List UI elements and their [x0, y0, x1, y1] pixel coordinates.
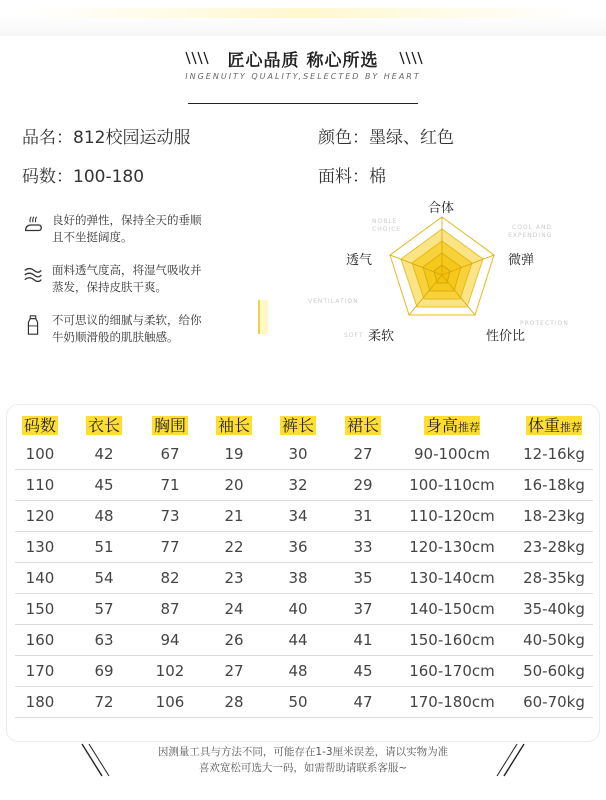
cell-length: 57	[94, 600, 114, 618]
table-row	[9, 656, 599, 687]
cell-chest: 67	[160, 445, 180, 463]
cell-size: 180	[25, 693, 55, 711]
cell-size: 100	[25, 445, 55, 463]
cell-chest: 102	[155, 662, 185, 680]
radar-label-fit: 合体	[428, 201, 455, 216]
header-cell-weight: 体重推荐	[527, 416, 582, 435]
feature-breathable: 面料透气度高，将湿气吸收并 蒸发，保持皮肤干爽。	[22, 262, 262, 296]
table-row	[9, 687, 599, 718]
cell-height: 110-120cm	[409, 507, 495, 525]
cell-length: 45	[94, 476, 114, 494]
cell-height: 160-170cm	[409, 662, 495, 680]
cell-height: 120-130cm	[409, 538, 495, 556]
cell-sleeve: 22	[224, 538, 244, 556]
table-row	[9, 532, 599, 563]
cell-pants: 32	[288, 476, 308, 494]
product-name: 品名：812校园运动服	[22, 128, 191, 148]
product-fabric: 面料：棉	[318, 167, 386, 187]
cell-height: 150-160cm	[409, 631, 495, 649]
cell-skirt: 35	[353, 569, 373, 587]
cell-sleeve: 26	[224, 631, 244, 649]
radar-label-elastic: 微弹	[508, 253, 535, 268]
cell-sleeve: 27	[224, 662, 244, 680]
table-row	[9, 594, 599, 625]
cell-pants: 44	[288, 631, 308, 649]
ghost-text-6: NOBLE	[372, 218, 398, 225]
cell-height: 130-140cm	[409, 569, 495, 587]
cell-height: 100-110cm	[409, 476, 495, 494]
size-table	[6, 404, 600, 742]
cell-size: 120	[25, 507, 55, 525]
footer-right-chevron-icon	[496, 742, 526, 778]
header-underline	[188, 103, 418, 104]
cell-skirt: 37	[353, 600, 373, 618]
cell-size: 110	[25, 476, 55, 494]
cell-size: 170	[25, 662, 55, 680]
radar-label-value: 性价比	[486, 329, 526, 344]
cell-length: 48	[94, 507, 114, 525]
milk-bottle-icon	[22, 314, 44, 336]
cell-sleeve: 23	[224, 569, 244, 587]
cell-sleeve: 28	[224, 693, 244, 711]
cell-skirt: 33	[353, 538, 373, 556]
side-tag	[258, 300, 268, 334]
ghost-text-5: PROTECTION	[520, 320, 569, 327]
cell-pants: 48	[288, 662, 308, 680]
cell-length: 42	[94, 445, 114, 463]
product-sizes: 码数：100-180	[22, 167, 145, 187]
cell-pants: 38	[288, 569, 308, 587]
stripes-right-icon	[398, 50, 426, 66]
cell-height: 90-100cm	[414, 445, 490, 463]
ghost-text-4: SOFT	[344, 332, 364, 339]
product-color: 颜色：墨绿、红色	[318, 128, 454, 148]
header-cell-size: 码数	[23, 416, 56, 435]
cell-pants: 34	[288, 507, 308, 525]
header-cell-height: 身高推荐	[425, 416, 480, 435]
cell-sleeve: 24	[224, 600, 244, 618]
cell-length: 51	[94, 538, 114, 556]
cell-chest: 77	[160, 538, 180, 556]
cell-weight: 12-16kg	[523, 445, 585, 463]
cell-height: 170-180cm	[409, 693, 495, 711]
radar-label-breathable: 透气	[346, 253, 373, 268]
radar-chart	[330, 195, 570, 355]
cell-skirt: 41	[353, 631, 373, 649]
cell-length: 63	[94, 631, 114, 649]
table-row	[9, 625, 599, 656]
ghost-text-1: COOL AND	[512, 224, 553, 231]
cell-weight: 16-18kg	[523, 476, 585, 494]
cell-weight: 28-35kg	[523, 569, 585, 587]
radar-label-soft: 柔软	[368, 329, 395, 344]
cell-sleeve: 21	[224, 507, 244, 525]
cell-chest: 106	[155, 693, 185, 711]
cell-chest: 71	[160, 476, 180, 494]
cell-size: 130	[25, 538, 55, 556]
feature-soft: 不可思议的细腻与柔软，给你 牛奶顺滑般的肌肤触感。	[22, 312, 262, 346]
cell-weight: 50-60kg	[523, 662, 585, 680]
cell-sleeve: 20	[224, 476, 244, 494]
section-header	[0, 40, 606, 100]
header-cell-chest: 胸围	[153, 416, 186, 435]
header-cell-skirt: 裙长	[346, 416, 379, 435]
top-decoration-bar	[0, 0, 606, 36]
cell-chest: 94	[160, 631, 180, 649]
feature-elastic: 良好的弹性，保持全天的垂顺 且不坐挺阔度。	[22, 212, 262, 246]
header-cell-length: 衣长	[87, 416, 120, 435]
cell-weight: 18-23kg	[523, 507, 585, 525]
ghost-text-7: CHOICE	[372, 226, 402, 233]
table-header	[9, 411, 599, 439]
page-subtitle: INGENUITY QUALITY,SELECTED BY HEART	[185, 72, 421, 81]
table-row	[9, 439, 599, 470]
radar-graphic	[330, 195, 570, 355]
cell-weight: 40-50kg	[523, 631, 585, 649]
cell-length: 72	[94, 693, 114, 711]
cell-size: 140	[25, 569, 55, 587]
table-row	[9, 563, 599, 594]
cell-pants: 40	[288, 600, 308, 618]
cell-skirt: 31	[353, 507, 373, 525]
ghost-text-2: EXPENDING	[508, 232, 553, 239]
table-row	[9, 470, 599, 501]
cell-weight: 60-70kg	[523, 693, 585, 711]
row-divider	[15, 717, 593, 718]
cell-size: 160	[25, 631, 55, 649]
cell-height: 140-150cm	[409, 600, 495, 618]
header-cell-pants: 裤长	[281, 416, 314, 435]
cell-skirt: 27	[353, 445, 373, 463]
cell-skirt: 29	[353, 476, 373, 494]
cell-length: 69	[94, 662, 114, 680]
cell-length: 54	[94, 569, 114, 587]
header-cell-sleeve: 袖长	[217, 416, 250, 435]
cell-sleeve: 19	[224, 445, 244, 463]
cell-size: 150	[25, 600, 55, 618]
cell-pants: 30	[288, 445, 308, 463]
cell-skirt: 45	[353, 662, 373, 680]
cell-weight: 35-40kg	[523, 600, 585, 618]
ghost-text-3: VENTILATION	[308, 298, 359, 305]
cell-chest: 73	[160, 507, 180, 525]
footer-note: 因测量工具与方法不同，可能存在1-3厘米误差，请以实物为准 喜欢宽松可选大一码，如需帮助请联系客服~	[157, 746, 449, 774]
cell-pants: 50	[288, 693, 308, 711]
table-row	[9, 501, 599, 532]
cell-pants: 36	[288, 538, 308, 556]
cell-weight: 23-28kg	[523, 538, 585, 556]
cell-skirt: 47	[353, 693, 373, 711]
cell-chest: 87	[160, 600, 180, 618]
elastic-fabric-icon	[22, 214, 44, 236]
cell-chest: 82	[160, 569, 180, 587]
page-title: 匠心品质 称心所选	[227, 51, 379, 71]
breathable-wave-icon	[22, 264, 44, 286]
